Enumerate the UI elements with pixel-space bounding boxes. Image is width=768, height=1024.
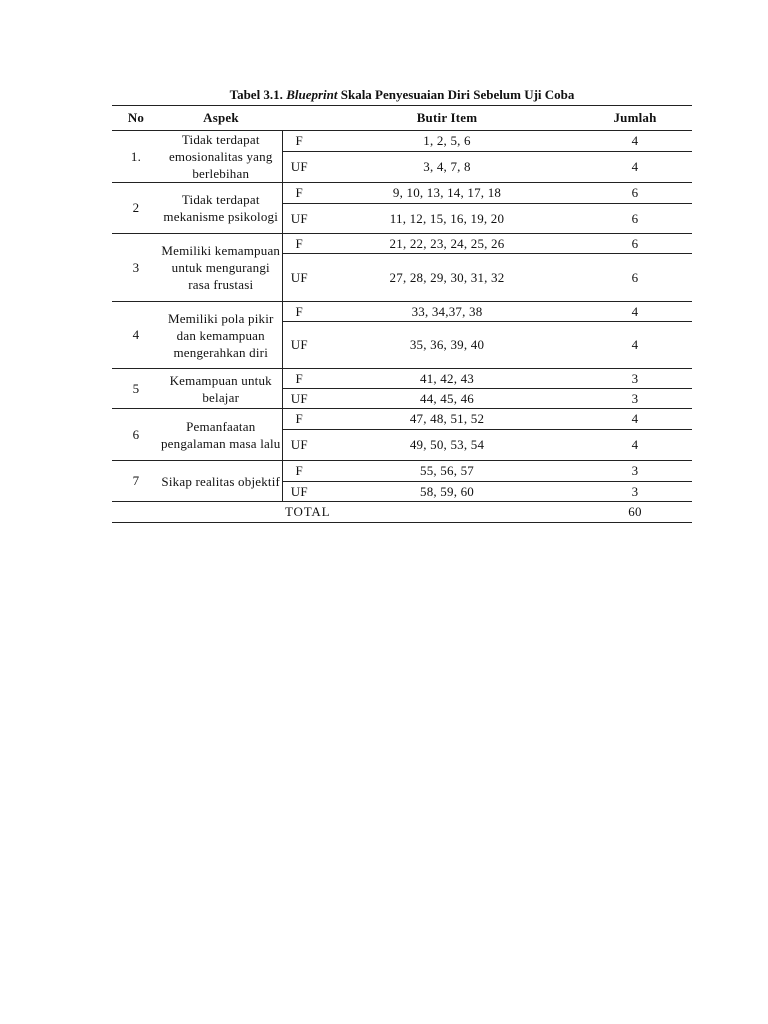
row-no: 5 [112, 369, 160, 409]
caption-label: Tabel 3.1. [229, 87, 283, 102]
table-row [112, 369, 692, 389]
row-items: 35, 36, 39, 40 [316, 322, 578, 369]
row-jumlah: 6 [578, 234, 692, 254]
header-aspek: Aspek [160, 106, 282, 131]
header-row [112, 106, 692, 131]
row-jumlah: 3 [578, 482, 692, 502]
row-jumlah: 4 [578, 430, 692, 461]
row-type: F [282, 409, 316, 430]
row-items: 47, 48, 51, 52 [316, 409, 578, 430]
row-no: 4 [112, 302, 160, 369]
row-aspek: Kemampuan untuk belajar [160, 369, 282, 409]
row-type: F [282, 234, 316, 254]
row-items: 1, 2, 5, 6 [316, 131, 578, 152]
total-row [112, 502, 692, 523]
row-jumlah: 4 [578, 322, 692, 369]
row-no: 7 [112, 461, 160, 502]
header-type [282, 106, 316, 131]
row-items: 9, 10, 13, 14, 17, 18 [316, 183, 578, 204]
row-aspek: Memiliki pola pikir dan kemampuan mengerahkan diri [160, 302, 282, 369]
row-jumlah: 6 [578, 183, 692, 204]
row-items: 44, 45, 46 [316, 389, 578, 409]
row-jumlah: 4 [578, 152, 692, 183]
table-row [112, 302, 692, 322]
table-row [112, 183, 692, 204]
header-jumlah: Jumlah [578, 106, 692, 131]
table-caption [112, 86, 692, 104]
row-no: 1. [112, 131, 160, 183]
row-items: 55, 56, 57 [316, 461, 578, 482]
table-row [112, 234, 692, 254]
row-type: UF [282, 482, 316, 502]
row-type: F [282, 369, 316, 389]
row-jumlah: 4 [578, 302, 692, 322]
row-type: F [282, 131, 316, 152]
row-aspek: Tidak terdapat mekanisme psikologi [160, 183, 282, 234]
row-jumlah: 6 [578, 254, 692, 302]
row-jumlah: 3 [578, 461, 692, 482]
row-no: 6 [112, 409, 160, 461]
row-type: F [282, 183, 316, 204]
row-jumlah: 3 [578, 369, 692, 389]
header-no: No [112, 106, 160, 131]
row-type: F [282, 302, 316, 322]
table-row [112, 461, 692, 482]
row-type: F [282, 461, 316, 482]
row-items: 33, 34,37, 38 [316, 302, 578, 322]
table-row [112, 409, 692, 430]
row-items: 58, 59, 60 [316, 482, 578, 502]
row-aspek: Pemanfaatan pengalaman masa lalu [160, 409, 282, 461]
row-jumlah: 3 [578, 389, 692, 409]
row-type: UF [282, 389, 316, 409]
row-items: 21, 22, 23, 24, 25, 26 [316, 234, 578, 254]
header-butir-item: Butir Item [316, 106, 578, 131]
row-items: 49, 50, 53, 54 [316, 430, 578, 461]
row-type: UF [282, 254, 316, 302]
row-aspek: Sikap realitas objektif [160, 461, 282, 502]
blueprint-table [112, 105, 692, 523]
row-type: UF [282, 430, 316, 461]
row-jumlah: 4 [578, 131, 692, 152]
table-row [112, 131, 692, 152]
row-items: 3, 4, 7, 8 [316, 152, 578, 183]
row-type: UF [282, 322, 316, 369]
total-label: TOTAL [112, 502, 578, 523]
caption-title: Skala Penyesuaian Diri Sebelum Uji Coba [340, 87, 575, 102]
caption-emphasis: Blueprint [286, 87, 338, 102]
row-items: 41, 42, 43 [316, 369, 578, 389]
row-jumlah: 4 [578, 409, 692, 430]
row-items: 27, 28, 29, 30, 31, 32 [316, 254, 578, 302]
row-jumlah: 6 [578, 204, 692, 234]
row-items: 11, 12, 15, 16, 19, 20 [316, 204, 578, 234]
row-type: UF [282, 204, 316, 234]
total-value: 60 [578, 502, 692, 523]
row-no: 3 [112, 234, 160, 302]
row-no: 2 [112, 183, 160, 234]
row-type: UF [282, 152, 316, 183]
row-aspek: Memiliki kemampuan untuk mengurangi rasa frustasi [160, 234, 282, 302]
row-aspek: Tidak terdapat emosionalitas yang berlebihan [160, 131, 282, 183]
